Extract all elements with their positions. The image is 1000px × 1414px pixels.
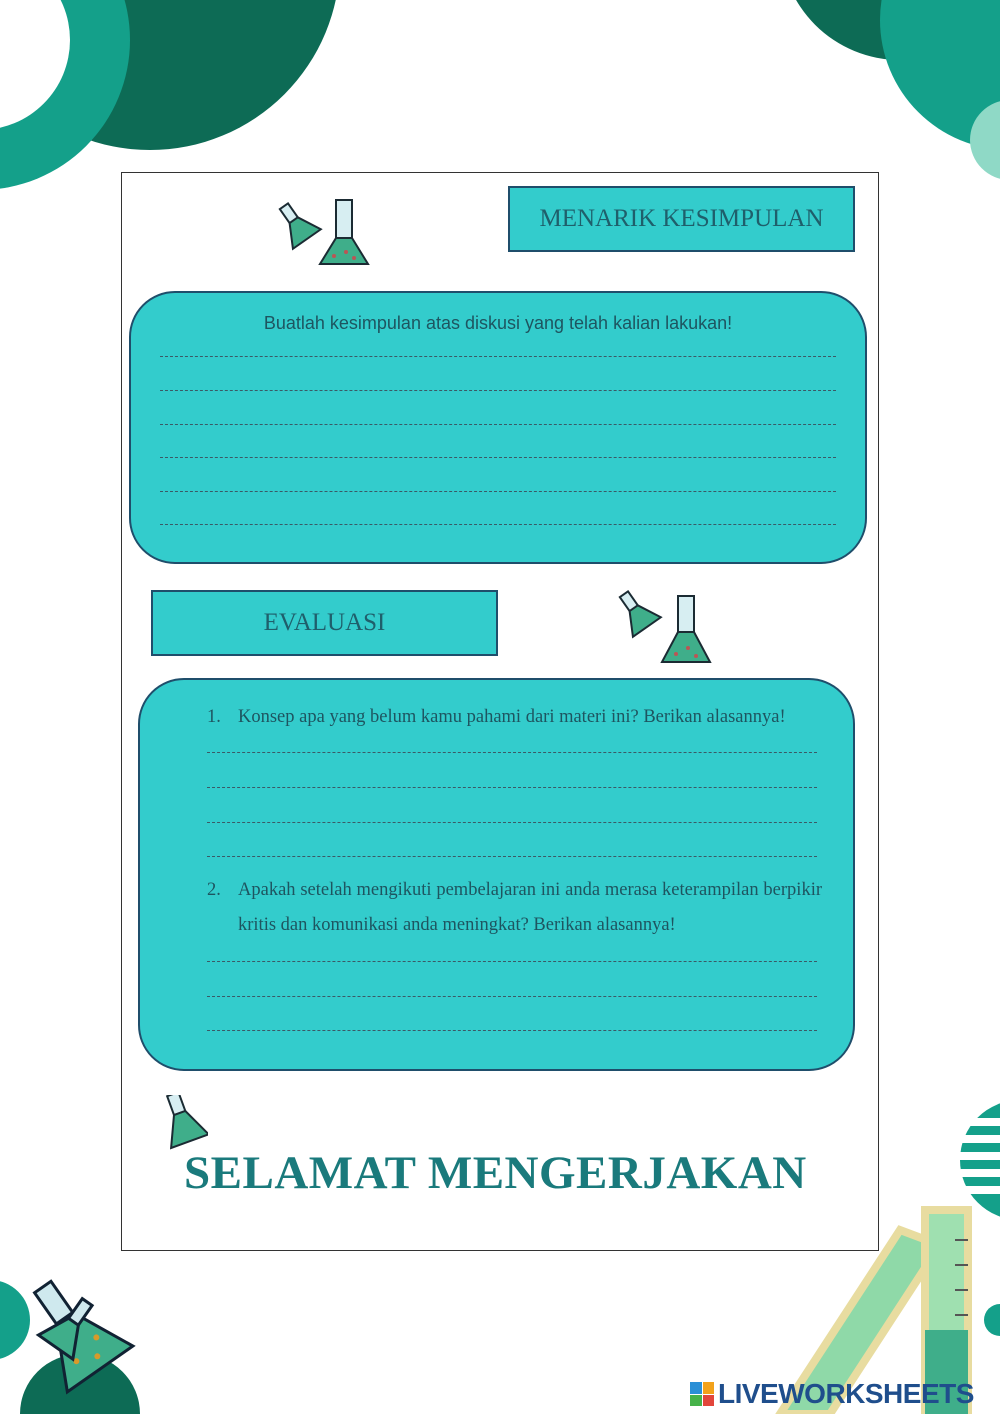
answer-line[interactable] (207, 752, 817, 753)
answer-line[interactable] (207, 961, 817, 962)
flask-icon (606, 588, 726, 668)
answer-line[interactable] (207, 1030, 817, 1031)
answer-line[interactable] (207, 996, 817, 997)
conclusion-instruction: Buatlah kesimpulan atas diskusi yang telah kalian lakukan! (263, 313, 733, 333)
watermark-text: LIVEWORKSHEETS (718, 1378, 974, 1409)
answer-line[interactable] (160, 390, 836, 391)
question-text: Apakah setelah mengikuti pembelajaran ini anda merasa keterampilan berpikir kritis dan komunikasi anda meningkat? Berikan alasannya! (238, 880, 822, 935)
section-title-conclusion (508, 186, 855, 252)
answer-line[interactable] (207, 856, 817, 857)
question-text: Konsep apa yang belum kamu pahami dari materi ini? Berikan alasannya! (238, 707, 786, 727)
answer-line[interactable] (160, 491, 836, 492)
section-title-evaluation (151, 590, 498, 656)
answer-line[interactable] (207, 787, 817, 788)
closing-message: SELAMAT MENGERJAKAN (184, 1147, 807, 1199)
corner-circle (0, 1280, 30, 1360)
striped-circle (955, 1100, 1000, 1220)
flask-icon (262, 198, 382, 278)
question-number: 2. (207, 880, 221, 900)
answer-line[interactable] (207, 822, 817, 823)
answer-line[interactable] (160, 424, 836, 425)
liveworksheets-logo (690, 1377, 990, 1411)
section-title-text: MENARIK KESIMPULAN (539, 205, 824, 232)
answer-line[interactable] (160, 524, 836, 525)
answer-line[interactable] (160, 356, 836, 357)
logo-badge-icon (690, 1382, 714, 1406)
answer-line[interactable] (160, 457, 836, 458)
question-number: 1. (207, 707, 221, 727)
section-title-text: EVALUASI (263, 609, 386, 636)
